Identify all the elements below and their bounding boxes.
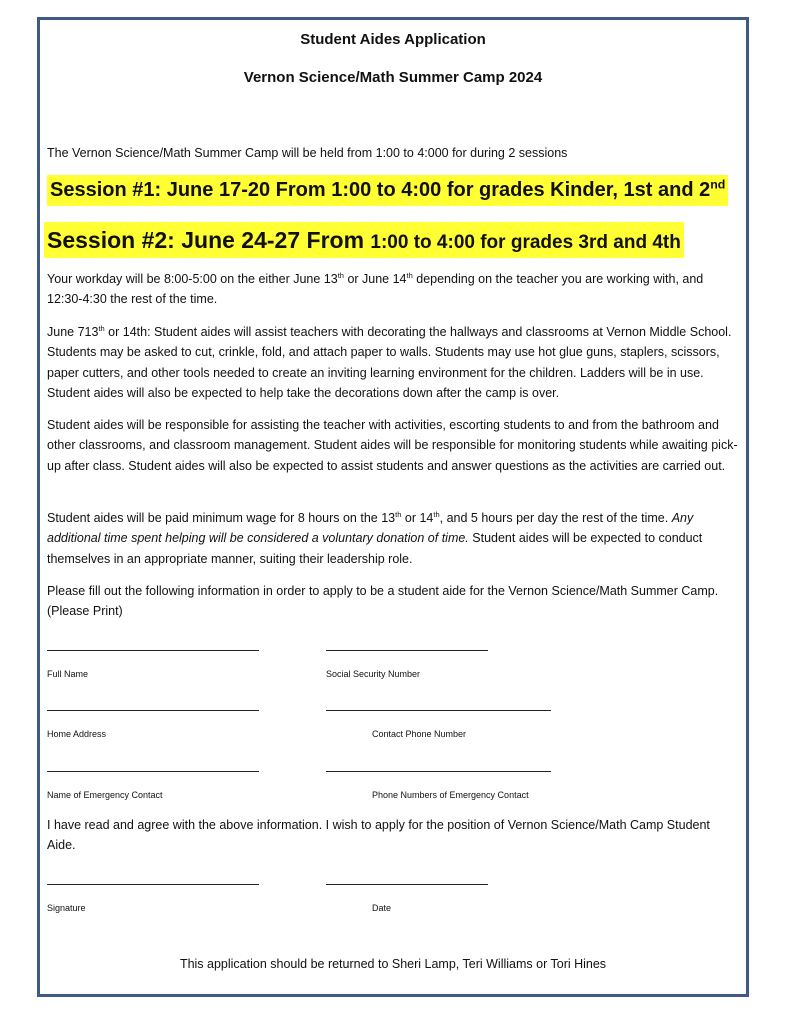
home-address-label: Home Address	[47, 729, 107, 739]
workday-text-c: depending on the teacher you are working with, and 12:30-4:30 the rest of the time.	[47, 272, 704, 307]
document-title: Student Aides Application	[300, 31, 486, 48]
wage-italic-note: Any additional time spent helping will be considered a voluntary donation of time.	[47, 511, 694, 546]
ssn-label: Social Security Number	[326, 669, 421, 679]
signature-line[interactable]	[47, 884, 259, 885]
emergency-contact-label: Name of Emergency Contact	[47, 790, 163, 800]
full-name-label: Full Name	[47, 669, 89, 679]
return-note: This application should be returned to Sheri Lamp, Teri Williams or Tori Hines	[179, 957, 607, 971]
document-subtitle: Vernon Science/Math Summer Camp 2024	[243, 69, 543, 86]
emergency-phones-line[interactable]	[326, 771, 551, 772]
session-2-highlight	[44, 222, 684, 258]
session-1-highlight	[47, 175, 728, 206]
fill-instructions: Please fill out the following information in order to apply to be a student aide for the Vernon Science/Math Summer Camp. (Please Print)	[47, 584, 719, 619]
decorating-text-b: or 14th: Student aides will assist teachers with decorating the hallways and classrooms at Vernon Middle School. Students may be asked to cut, crinkle, fold, and attach paper to walls. Students may use hot glue guns, staplers, scissors, paper cutters, and other tools needed to create an inviting learning environment for the children. Ladders will be in use. Student aides will also be expected to help take the decorations down after the camp is over.	[47, 325, 732, 400]
workday-paragraph	[47, 269, 741, 310]
ssn-line[interactable]	[326, 650, 488, 651]
decorating-paragraph	[47, 322, 741, 403]
session-2-text-large: Session #2: June 24-27 From	[47, 227, 371, 253]
wage-sup-1: th	[395, 509, 402, 519]
date-label: Date	[372, 903, 392, 913]
emergency-phones-label: Phone Numbers of Emergency Contact	[372, 790, 529, 800]
decorating-text-a: June 713	[47, 325, 99, 339]
workday-sup-2: th	[406, 270, 413, 280]
intro-text: The Vernon Science/Math Summer Camp will be held from 1:00 to 4:000 for during 2 sessions	[47, 146, 568, 160]
wage-paragraph	[47, 508, 741, 569]
wage-text-c: , and 5 hours per day the rest of the time.	[439, 511, 672, 525]
full-name-line[interactable]	[47, 650, 259, 651]
decorating-sup: th	[98, 323, 105, 333]
date-line[interactable]	[326, 884, 488, 885]
responsibilities-paragraph: Student aides will be responsible for assisting the teacher with activities, escorting students to and from the bathroom and other classrooms, and classroom management. Student aides will be responsible for monitoring students while awaiting pick-up after class. Student aides will also be expected to assist students and answer questions as the activities are carried out.	[47, 418, 738, 473]
contact-phone-line[interactable]	[326, 710, 551, 711]
wage-text-a: Student aides will be paid minimum wage for 8 hours on the 13	[47, 511, 396, 525]
workday-sup-1: th	[337, 270, 344, 280]
wage-text-d: Student aides will be expected to conduct themselves in an appropriate manner, suiting their leadership role.	[47, 531, 703, 566]
wage-text-b: or 14	[401, 511, 434, 525]
workday-text-b: or June 14	[343, 272, 407, 286]
agreement-text: I have read and agree with the above information. I wish to apply for the position of Vernon Science/Math Camp Student Aide.	[47, 818, 710, 853]
session-1-sup: nd	[710, 177, 726, 192]
session-1-text: Session #1: June 17-20 From 1:00 to 4:00 for grades Kinder, 1st and 2	[50, 179, 711, 201]
emergency-contact-line[interactable]	[47, 771, 259, 772]
session-2-text-small: 1:00 to 4:00 for grades 3rd and 4th	[370, 232, 681, 253]
home-address-line[interactable]	[47, 710, 259, 711]
signature-label: Signature	[47, 903, 86, 913]
workday-text-a: Your workday will be 8:00-5:00 on the either June 13	[47, 272, 338, 286]
contact-phone-label: Contact Phone Number	[372, 729, 467, 739]
wage-sup-2: th	[433, 509, 440, 519]
